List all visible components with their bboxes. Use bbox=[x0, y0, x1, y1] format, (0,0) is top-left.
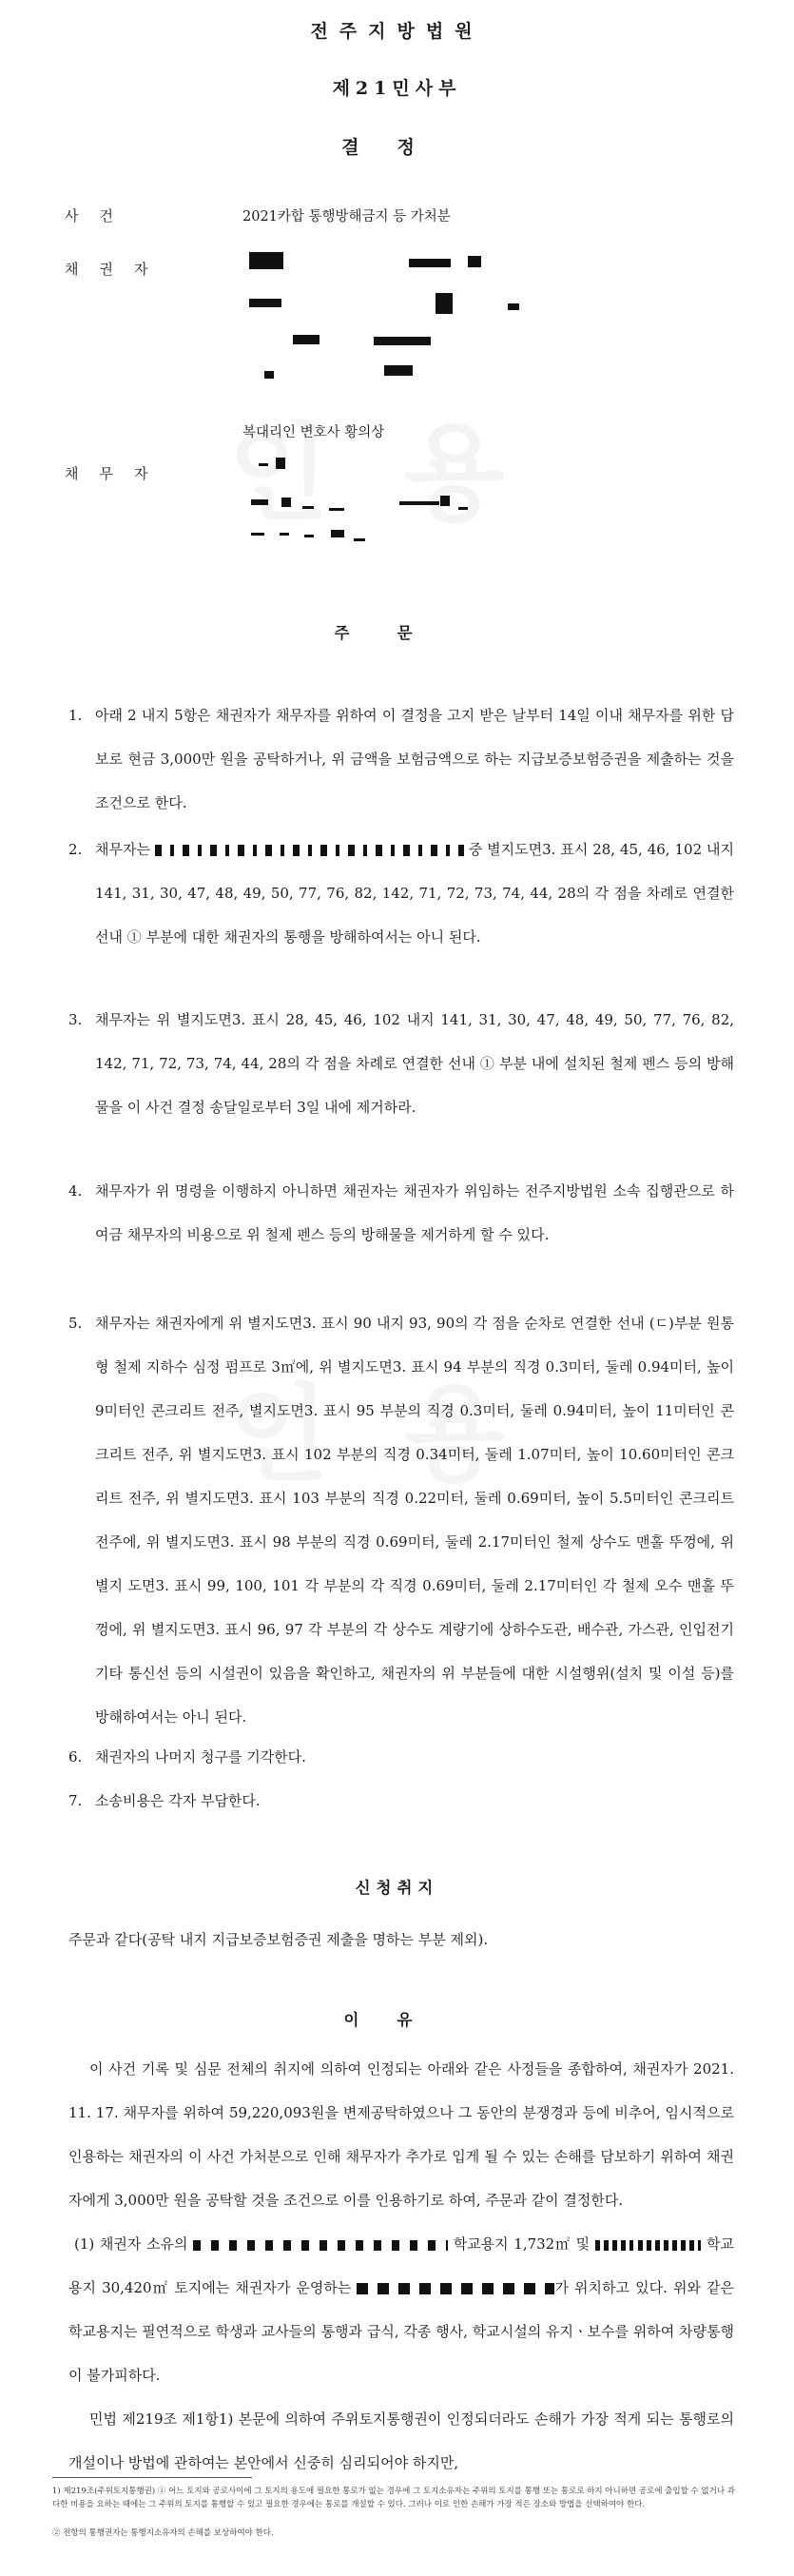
redacted-address bbox=[638, 2240, 701, 2251]
reasons-paragraph: (1) 채권자 소유의 학교용지 1,732㎡ 및 학교용지 30,420㎡ 토지에는 채권자가 운영하는 가 위치하고 있다. 위와 같은 학교용지는 필연적으로 학생과 교사들의 통행과 급식, 각종 행사, 학교시설의 유지ㆍ보수를 위하여 차량통행이 불가피하다. bbox=[68, 2235, 734, 2384]
order-item bbox=[68, 693, 734, 825]
order-heading: 주문 bbox=[334, 624, 460, 642]
order-item-text: 채무자는 채권자에게 위 별지도면3. 표시 90 내지 93, 90의 각 점을 순차로 연결한 선내 (ㄷ)부분 원통형 철제 지하수 심정 펌프로 3㎡에, 위 별지도면3. 표시 94 부분의 직경 0.3미터, 둘레 0.94미터, 높이 9미터인 콘크리트 전주, 별지도면3. 표시 95 부분의 직경 0.3미터, 둘레 0.94미터, 높이 11미터인 콘크리트 전주, 위 별지도면3. 표시 102 부분의 직경 0.34미터, 둘레 1.07미터, 높이 10.60미터인 콘크리트 전주, 위 별지도면3. 표시 103 부분의 직경 0.22미터, 둘레 0.69미터, 높이 5.5미터인 콘크리트 전주에, 위 별지도면3. 표시 98 부분의 직경 0.69미터, 둘레 2.17미터인 철제 상수도 맨홀 뚜껑에, 위 별지 도면3. 표시 99, 100, 101 각 부분의 각 직경 0.69미터, 둘레 2.17미터인 각 철제 오수 맨홀 뚜껑에, 위 별지도면3. 표시 96, 97 각 부분의 각 상수도 계량기에 상하수도관, 배수관, 가스관, 인입전기 기타 통신선 등의 시설권이 있음을 확인하고, 채권자의 위 부분들에 대한 시설행위(설치 및 이설 등)를 방해하여서는 아니 된다. bbox=[95, 1315, 734, 1726]
case-value: 2021카합 통행방해금지 등 가처분 bbox=[242, 209, 451, 224]
order-item-text: 소송비용은 각자 부담한다. bbox=[95, 1792, 261, 1809]
order-item-text-rest: 중 별지도면3. 표시 28, 45, 46, 102 내지 141, 31, 30, 47, 48, 49, 50, 77, 76, 82, 142, 71, 72, 73, 74, 44, 28의 각 점을 차례로 연결한 선내 ① 부분에 대한 채권자의 통행을 방해하여서는 아니 된다. bbox=[95, 841, 734, 946]
redacted-school-name bbox=[357, 2283, 554, 2294]
footnote-divider bbox=[52, 2477, 252, 2478]
order-item-text: 채무자는 위 별지도면3. 표시 28, 45, 46, 102 내지 141, 31, 30, 47, 48, 49, 50, 77, 76, 82, 142, 71, 72, 73, 74, 44, 28의 각 점을 차례로 연결한 선내 ① 부분 내에 설치된 철제 펜스 등의 방해물을 이 사건 결정 송달일로부터 3일 내에 제거하라. bbox=[95, 1011, 734, 1116]
purpose-text: 주문과 같다(공탁 내지 지급보증보험증권 제출을 명하는 부분 제외). bbox=[68, 1931, 489, 1948]
order-item-number: 1. bbox=[68, 707, 83, 724]
court-name: 전주지방법원 bbox=[310, 21, 484, 42]
order-item bbox=[68, 1779, 734, 1823]
order-item bbox=[68, 1735, 734, 1779]
reasons-paragraph: 민법 제219조 제1항1) 본문에 의하여 주위토지통행권이 인정되더라도 손해가 가장 적게 되는 통행로의 개설이나 방법에 관하여는 본안에서 신중히 심리되어야 하지만, bbox=[68, 2410, 734, 2471]
order-item-text-start: 채무자는 bbox=[95, 841, 150, 858]
creditor-label: 채권자 bbox=[65, 261, 169, 278]
reasons-heading: 이유 bbox=[343, 2011, 451, 2029]
background-watermark bbox=[228, 390, 524, 540]
order-item-text: 채무자가 위 명령을 이행하지 아니하면 채권자는 채권자가 위임하는 전주지방법원 소속 집행관으로 하여금 채무자의 비용으로 위 철제 펜스 등의 방해물을 제거하게 할 수 있다. bbox=[95, 1182, 734, 1243]
reason-number: (1) bbox=[74, 2235, 95, 2253]
redacted-address bbox=[595, 2240, 633, 2251]
debtor-label: 채무자 bbox=[65, 465, 169, 482]
reasons-paragraph: 이 사건 기록 및 심문 전체의 취지에 의하여 인정되는 아래와 같은 사정들을 종합하여, 채권자가 2021. 11. 17. 채무자를 위하여 59,220,093원을 변제공탁하였으나 그 동안의 분쟁경과 등에 비추어, 임시적으로 인용하는 채권자의 이 사건 가처분으로 인해 채무자가 추가로 입게 될 수 있는 손해를 담보하기 위하여 채권자에게 3,000만 원을 공탁할 것을 조건으로 이를 인용하기로 하여, 주문과 같이 결정한다. bbox=[68, 2060, 734, 2209]
division-name: 제21민사부 bbox=[332, 78, 462, 99]
order-item-number: 5. bbox=[68, 1315, 83, 1332]
order-item-text: 아래 2 내지 5항은 채권자가 채무자를 위하여 이 결정을 고지 받은 날부터 14일 이내 채무자를 위한 담보로 현금 3,000만 원을 공탁하거나, 위 금액을 보험금액으로 하는 지급보증보험증권을 제출하는 것을 조건으로 한다. bbox=[95, 707, 734, 811]
order-item-number: 2. bbox=[68, 841, 83, 858]
footnote-text: ② 전항의 통행권자는 통행지소유자의 손해를 보상하여야 한다. bbox=[52, 2528, 274, 2538]
order-item bbox=[68, 828, 734, 959]
redacted-address bbox=[155, 845, 464, 856]
case-label: 사건 bbox=[65, 207, 134, 224]
order-item bbox=[68, 1169, 734, 1257]
document-type: 결정 bbox=[341, 137, 453, 158]
purpose-heading: 신청취지 bbox=[355, 1879, 439, 1897]
order-item-number: 6. bbox=[68, 1748, 83, 1766]
order-item-number: 7. bbox=[68, 1792, 83, 1809]
footnote-text: 1) 제219조(주위토지통행권) ① 어느 토지와 공로사이에 그 토지의 용도에 필요한 통로가 없는 경우에 그 토지소유자는 주위의 토지를 통행 또는 통로로 하지 아니하면 공로에 출입할 수 없거나 과다한 비용을 요하는 때에는 그 주위의 토지를 통행할 수 있고 필요한 경우에는 통로를 개설할 수 있다. 그러나 이로 인한 손해가 가장 적은 장소와 방법을 선택하여야 한다. bbox=[52, 2487, 735, 2509]
order-item bbox=[68, 1301, 734, 1739]
order-item-number: 4. bbox=[68, 1182, 83, 1200]
order-item bbox=[68, 998, 734, 1129]
redacted-address bbox=[193, 2240, 448, 2251]
order-item-text: 채권자의 나머지 청구를 기각한다. bbox=[95, 1748, 306, 1766]
creditor-attorney: 복대리인 변호사 황의상 bbox=[242, 425, 385, 440]
order-item-number: 3. bbox=[68, 1011, 83, 1028]
